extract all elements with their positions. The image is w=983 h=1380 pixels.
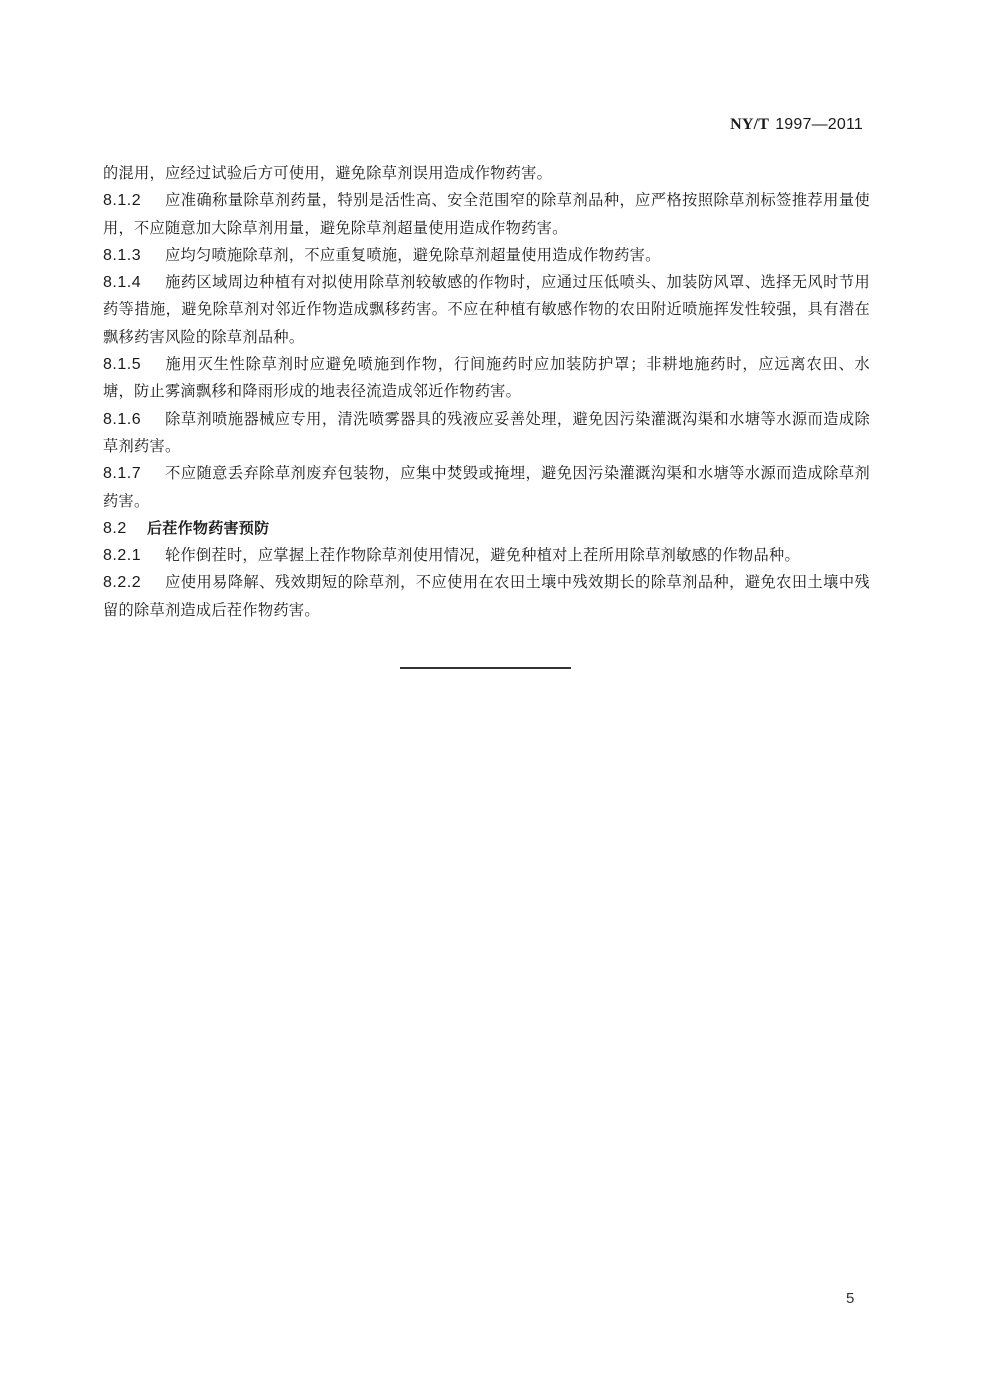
clause-text: 施用灭生性除草剂时应避免喷施到作物，行间施药时应加装防护罩；非耕地施药时，应远离农田、水塘，防止雾滴飘移和降雨形成的地表径流造成邻近作物药害。 [103,355,870,401]
clause-8-1-2 [103,187,870,242]
clause-8-1-5 [103,351,870,406]
clause-text: 轮作倒茬时，应掌握上茬作物除草剂使用情况，避免种植对上茬所用除草剂敏感的作物品种。 [165,546,800,565]
clause-number: 8.1.3 [103,246,142,264]
clause-8-2-1 [103,542,870,569]
document-body [103,160,870,624]
clause-number: 8.1.6 [103,410,142,428]
standard-header [730,114,863,134]
clause-number: 8.1.4 [103,274,142,292]
clause-number: 8.1.7 [103,465,142,483]
clause-text: 不应随意丢弃除草剂废弃包装物，应集中焚毁或掩埋，避免因污染灌溉沟渠和水塘等水源而造成除草剂药害。 [103,464,870,510]
clause-text: 应准确称量除草剂药量，特别是活性高、安全范围窄的除草剂品种，应严格按照除草剂标签推荐用量使用，不应随意加大除草剂用量，避免除草剂超量使用造成作物药害。 [103,191,870,237]
clause-8-1-6 [103,406,870,461]
clause-8-1-4 [103,269,870,351]
clause-8-1-3 [103,242,870,269]
end-of-document-rule [400,667,571,669]
clause-number: 8.2.2 [103,574,142,592]
clause-number: 8.1.5 [103,356,142,374]
standard-code: NY/T [730,116,770,133]
clause-text: 施药区域周边种植有对拟使用除草剂较敏感的作物时，应通过压低喷头、加装防风罩、选择无风时节用药等措施，避免除草剂对邻近作物造成飘移药害。不应在种植有敏感作物的农田附近喷施挥发性较强，具有潜在飘移药害风险的除草剂品种。 [103,273,870,346]
clause-8-2-2 [103,569,870,624]
clause-text: 应使用易降解、残效期短的除草剂，不应使用在农田土壤中残效期长的除草剂品种，避免农田土壤中残留的除草剂造成后茬作物药害。 [103,573,870,619]
standard-number: 1997—2011 [775,116,863,133]
clause-8-1-7 [103,460,870,515]
page-number: 5 [846,1290,855,1307]
clause-number: 8.2.1 [103,547,142,565]
clause-text: 应均匀喷施除草剂，不应重复喷施，避免除草剂超量使用造成作物药害。 [165,245,661,264]
section-heading-8-2 [103,515,870,542]
paragraph-text: 的混用，应经过试验后方可使用，避免除草剂误用造成作物药害。 [103,164,553,182]
clause-number: 8.1.2 [103,192,142,210]
section-number: 8.2 [103,519,127,537]
paragraph-continuation [103,160,870,187]
clause-text: 除草剂喷施器械应专用，清洗喷雾器具的残液应妥善处理，避免因污染灌溉沟渠和水塘等水源而造成除草剂药害。 [103,409,870,455]
section-title: 后茬作物药害预防 [147,518,270,537]
